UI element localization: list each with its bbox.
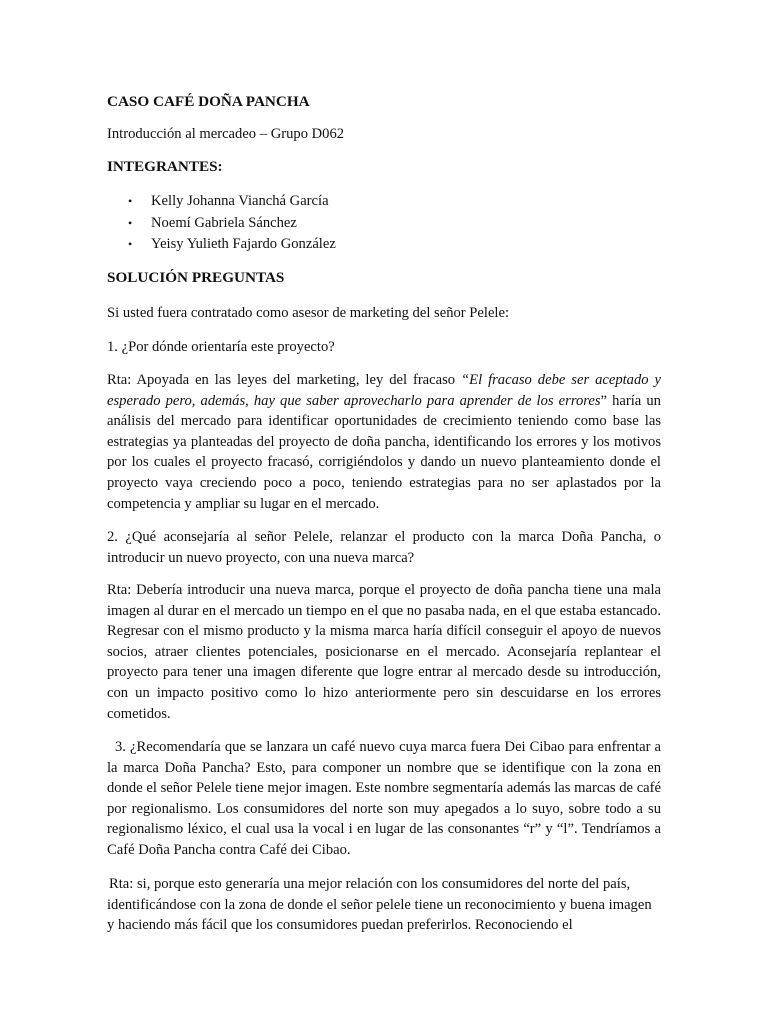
member-name: Yeisy Yulieth Fajardo González	[151, 236, 336, 252]
members-heading: INTEGRANTES:	[107, 158, 223, 175]
bullet-icon: •	[128, 215, 133, 230]
answer-1-quote: “El fracaso debe ser aceptado y esperado pero, además, hay que saber aprovecharlo para aprender de los errores	[107, 372, 661, 409]
bullet-icon: •	[128, 237, 133, 251]
document-subtitle: Introducción al mercadeo – Grupo D062	[107, 126, 345, 142]
question-1: 1. ¿Por dónde orientaría este proyecto?	[107, 339, 335, 355]
answer-3: Rta: si, porque esto generaría una mejor relación con los consumidores del norte del país, identificándose con la zona de donde el señor pelele tiene un reconocimiento y buena imagen y haciendo más fácil que los consumidores puedan preferirlos. Reconociendo el	[107, 876, 652, 934]
member-name: Noemí Gabriela Sánchez	[151, 214, 297, 231]
answer-1	[107, 370, 661, 514]
list-item	[107, 234, 336, 256]
answer-2: Rta: Debería introducir una nueva marca, porque el proyecto de doña pancha tiene una mala imagen al durar en el mercado un tiempo en el que no pasaba nada, en el que estaba estancado. Regresar con el mismo producto y la misma marca haría difícil conseguir el apoyo de nuevos socios, atraer clientes potenciales, posicionarse en el mercado. Aconsejaría replantear el proyecto para tener una imagen diferente que logre entrar al mercado desde su introducción, con un impacto positivo como lo hizo anteriormente pero sin descuidarse en los errores cometidos.	[107, 582, 661, 722]
bullet-icon: •	[128, 194, 133, 208]
question-3: 3. ¿Recomendaría que se lanzara un café nuevo cuya marca fuera Dei Cibao para enfrentar a la marca Doña Pancha? Esto, para componer un nombre que se identifique con la zona en donde el señor Pelele tiene mejor imagen. Este nombre segmentaría además las marcas de café por regionalismo. Los consumidores del norte son muy apegados a lo suyo, sobre todo a su regionalismo léxico, el cual usa la vocal i en lugar de las consonantes “r” y “l”. Tendríamos a Café Doña Pancha contra Café dei Cibao.	[107, 739, 661, 858]
list-item	[107, 213, 336, 235]
document-title: CASO CAFÉ DOÑA PANCHA	[107, 93, 310, 110]
members-list	[107, 191, 336, 256]
section-heading: SOLUCIÓN PREGUNTAS	[107, 269, 285, 286]
question-2: 2. ¿Qué aconsejaría al señor Pelele, relanzar el producto con la marca Doña Pancha, o introducir un nuevo proyecto, con una nueva marca?	[107, 529, 661, 566]
list-item	[107, 191, 336, 213]
answer-1-rest: ” haría un análisis del mercado para identificar oportunidades de crecimiento teniendo como base las estrategias ya planteadas del proyecto de doña pancha, identificando los errores y los motivos por los cuales el proyecto fracasó, corrigiéndolos y dando un nuevo planteamiento donde el proyecto vaya creciendo poco a poco, teniendo estrategias para no ser aplastados por la competencia y ampliar su lugar en el mercado.	[107, 392, 661, 512]
intro-text: Si usted fuera contratado como asesor de marketing del señor Pelele:	[107, 305, 510, 321]
answer-1-prefix: Rta: Apoyada en las leyes del marketing, ley del fracaso	[107, 372, 462, 388]
member-name: Kelly Johanna Vianchá García	[151, 193, 329, 209]
